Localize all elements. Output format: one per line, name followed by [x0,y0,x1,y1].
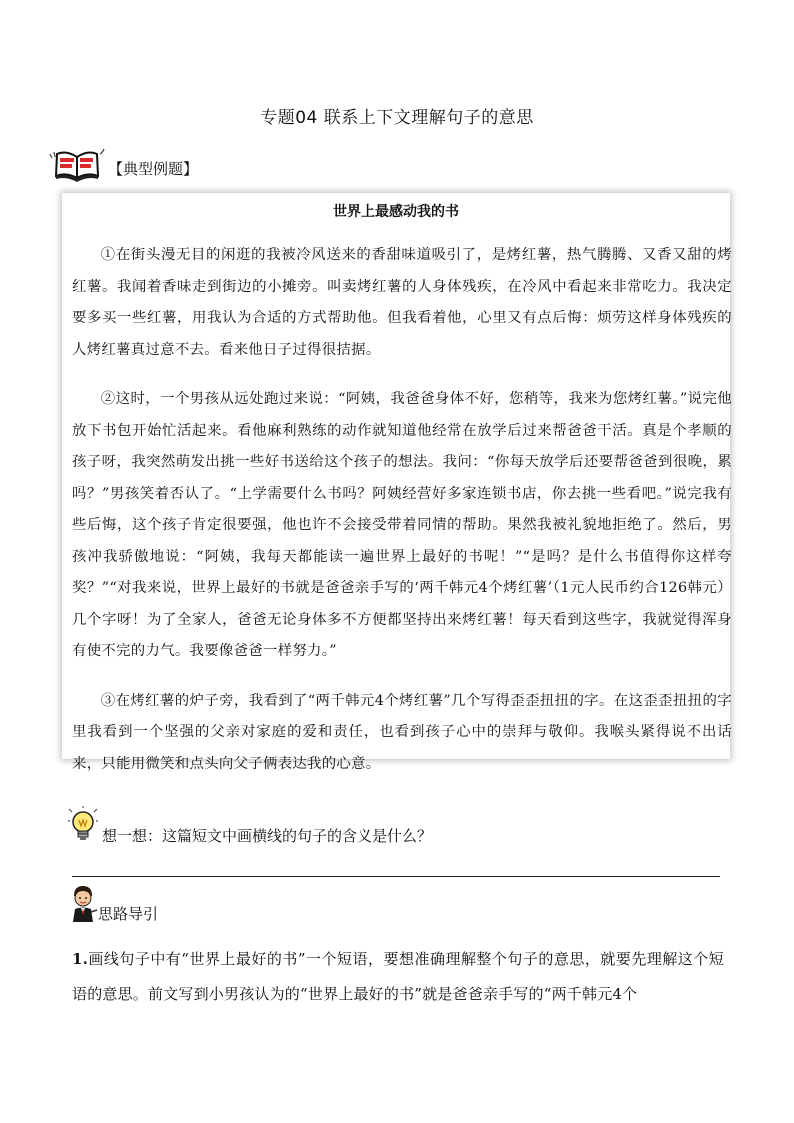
guide-item-text: 画线句子中有“世界上最好的书”一个短语，要想准确理解整个句子的意思，就要先理解这个短语的意思。前文写到小男孩认为的“世界上最好的书”就是爸爸亲手写的“两千韩元4个 [72,950,724,1003]
section-header-label: 【典型例题】 [108,159,199,178]
guide-body [72,942,724,1012]
open-book-icon [48,148,106,188]
section-header [48,150,198,186]
guide-item-number: 1. [72,950,89,968]
article-paragraph: ③在烤红薯的炉子旁，我看到了“两千韩元4个烤红薯”几个写得歪歪扭扭的字。在这歪歪扭扭的字里我看到一个坚强的父亲对家庭的爱和责任，也看到孩子心中的崇拜与敬仰。我喉头紧得说不出话来，只能用微笑和点头向父子俩表达我的心意。 [72,692,732,772]
page-title: 专题04 联系上下文理解句子的意思 [260,108,534,128]
article-body [72,240,732,798]
lightbulb-icon [68,806,98,850]
think-prompt [68,806,432,850]
article-paragraph: ①在街头漫无目的闲逛的我被冷风送来的香甜味道吸引了，是烤红薯，热气腾腾、又香又甜的烤红薯。我闻着香味走到街边的小摊旁。叫卖烤红薯的人身体残疾，在冷风中看起来非常吃力。我决定要多买一些红薯，用我认为合适的方式帮助他。但我看着他，心里又有点后悔：烦劳这样身体残疾的人烤红薯真过意不去。看来他日子过得很拮据。 [72,247,732,358]
teacher-pointer-icon [68,882,98,928]
guide-header [68,882,158,928]
answer-line [72,876,720,877]
article-paragraph: ②这时，一个男孩从远处跑过来说：“阿姨，我爸爸身体不好，您稍等，我来为您烤红薯。”说完他放下书包开始忙活起来。看他麻利熟练的动作就知道他经常在放学后过来帮爸爸干活。真是个孝顺的孩子呀，我突然萌发出挑一些好书送给这个孩子的想法。我问：“你每天放学后还要帮爸爸到很晚，累吗？”男孩笑着否认了。“上学需要什么书吗？阿姨经营好多家连锁书店，你去挑一些看吧。”说完我有些后悔，这个孩子肯定很要强，他也许不会接受带着同情的帮助。果然我被礼貌地拒绝了。然后，男孩冲我骄傲地说：“阿姨，我每天都能读一遍世界上最好的书呢！”“是吗？是什么书值得你这样夸奖？”“对我来说，世界上最好的书就是爸爸亲手写的‘两千韩元4个烤红薯’（1元人民币约合126韩元）几个字呀！为了全家人，爸爸无论身体多不方便都坚持出来烤红薯！每天看到这些字，我就觉得浑身有使不完的力气。我要像爸爸一样努力。” [72,391,732,659]
think-prompt-text: 想一想：这篇短文中画横线的句子的含义是什么？ [102,826,433,845]
guide-header-label: 思路导引 [98,905,159,923]
article-title: 世界上最感动我的书 [333,204,459,220]
